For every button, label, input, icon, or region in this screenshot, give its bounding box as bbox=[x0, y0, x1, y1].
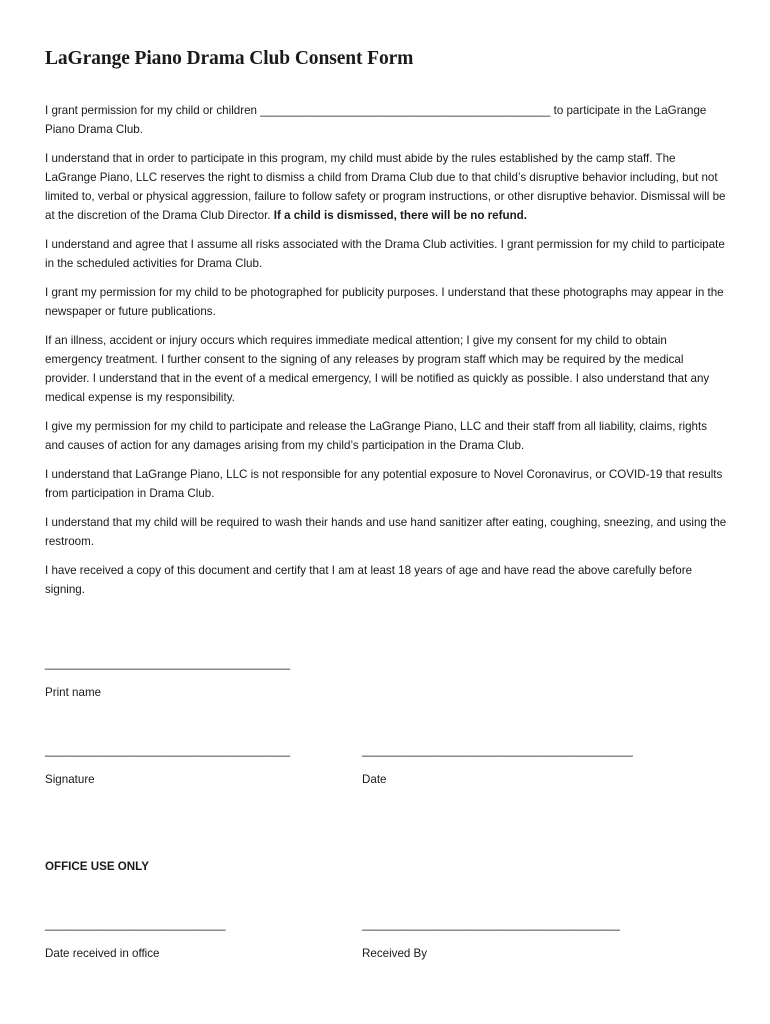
received-by-line[interactable]: ________________________________________ bbox=[362, 918, 620, 931]
form-title: LaGrange Piano Drama Club Consent Form bbox=[45, 48, 414, 69]
risk-paragraph: I understand and agree that I assume all risks associated with the Drama Club activities. I grant permission for my child to participate in the scheduled activities for Drama Club. bbox=[45, 238, 725, 270]
signature-label: Signature bbox=[45, 773, 95, 786]
liability-paragraph: I give my permission for my child to participate and release the LaGrange Piano, LLC and their staff from all liability, claims, rights and causes of action for any damages arising from my child’s participation in the Drama Club. bbox=[45, 420, 708, 452]
permission-text-end: to participate in the LaGrange Piano Drama Club. bbox=[45, 104, 707, 136]
hygiene-paragraph: I understand that my child will be required to wash their hands and use hand sanitizer after eating, coughing, sneezing, and using the restroom. bbox=[45, 516, 727, 548]
date-received-line[interactable]: ____________________________ bbox=[45, 918, 226, 931]
print-name-line[interactable]: ______________________________________ bbox=[45, 657, 291, 670]
covid-paragraph: I understand that LaGrange Piano, LLC is not responsible for any potential exposure to Novel Coronavirus, or COVID-19 that results from participation in Drama Club. bbox=[45, 468, 723, 500]
certification-paragraph: I have received a copy of this document and certify that I am at least 18 years of age and have read the above carefully before signing. bbox=[45, 564, 693, 596]
date-received-label: Date received in office bbox=[45, 947, 160, 960]
child-name-blank[interactable]: _____________________________________________ bbox=[260, 104, 551, 117]
photo-paragraph: I grant my permission for my child to be photographed for publicity purposes. I understand that these photographs may appear in the newspaper or future publications. bbox=[45, 286, 724, 318]
rules-paragraph bbox=[45, 149, 727, 225]
permission-paragraph bbox=[45, 101, 727, 139]
print-name-label: Print name bbox=[45, 686, 102, 699]
signature-line[interactable]: ______________________________________ bbox=[45, 744, 291, 757]
received-by-label: Received By bbox=[362, 947, 428, 960]
office-use-heading: OFFICE USE ONLY bbox=[45, 860, 149, 873]
date-label: Date bbox=[362, 773, 387, 786]
rules-text: I understand that in order to participate in this program, my child must abide by the rules established by the camp staff. The LaGrange Piano, LLC reserves the right to dismiss a child from Drama Club due to that child’s disruptive behavior including, but not limited to, verbal or physical aggression, failure to follow safety or program instructions, or other disruptive behavior. Dismissal will be at the discretion of the Drama Club Director. bbox=[45, 152, 726, 222]
medical-paragraph: If an illness, accident or injury occurs which requires immediate medical attention; I give my consent for my child to obtain emergency treatment. I further consent to the signing of any releases by program staff which may be required by the medical provider. I understand that in the event of a medical emergency, I will be notified as quickly as possible. I also understand that any medical expense is my responsibility. bbox=[45, 334, 710, 404]
permission-text-start: I grant permission for my child or children bbox=[45, 104, 261, 117]
no-refund-notice: If a child is dismissed, there will be no refund. bbox=[273, 209, 527, 222]
form-body bbox=[45, 101, 727, 609]
date-line[interactable]: __________________________________________ bbox=[362, 744, 633, 757]
